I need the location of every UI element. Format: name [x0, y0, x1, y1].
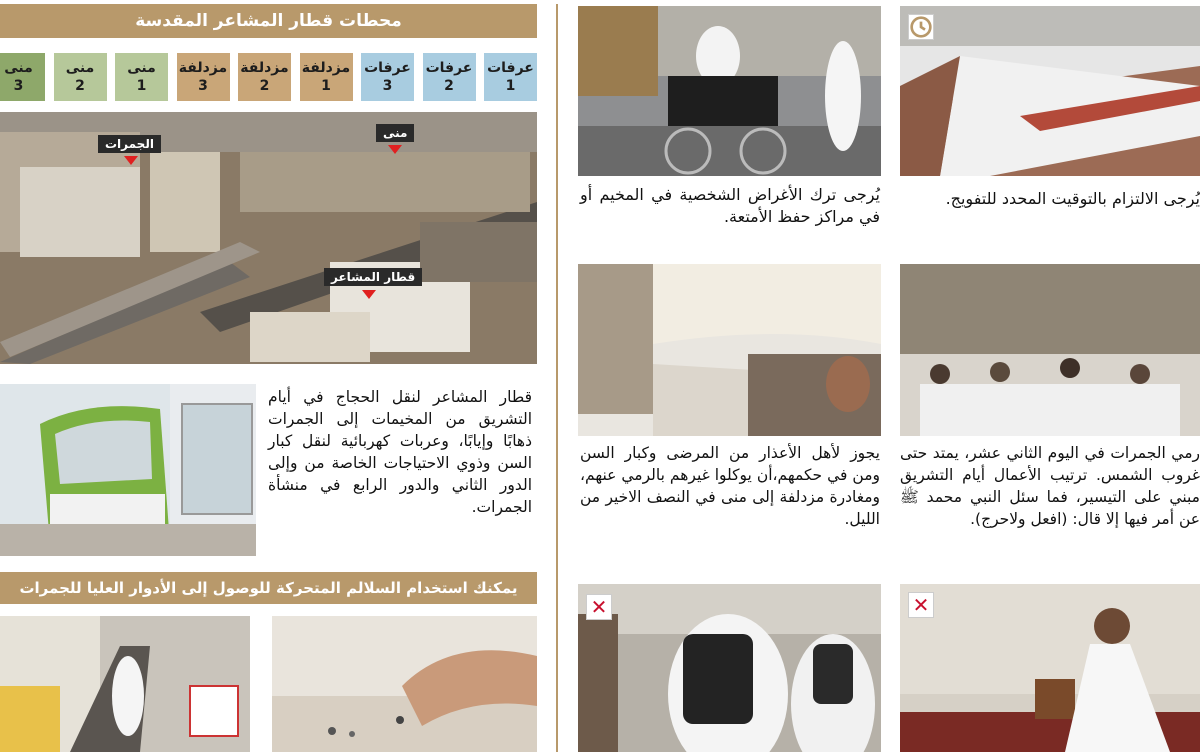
station-name: مزدلفة: [178, 60, 228, 76]
proxy-caption: يجوز لأهل الأعذار من المرضى وكبار السن ومن في حكمهم،أن يوكلوا غيرهم بالرمي عنهم، ومغادرة مزدلفة إلى منى في النصف الاخير من الليل.: [580, 444, 880, 528]
station-tile: [484, 53, 537, 101]
station-name: مزدلفة: [301, 60, 351, 76]
station-number: 2: [75, 78, 85, 94]
station-number: 3: [13, 78, 24, 94]
train-photo: [0, 384, 256, 556]
station-tile: [300, 53, 353, 101]
station-name: مزدلفة: [240, 60, 289, 76]
wall-crowd-photo: [900, 264, 1200, 436]
station-tile: [361, 53, 414, 101]
clock-icon: [908, 14, 934, 40]
column-divider: [556, 4, 558, 752]
escalator-header-text: يمكنك استخدام السلالم المتحركة للوصول إلى الأدوار العليا للجمرات: [19, 579, 518, 597]
station-tile: [0, 53, 45, 101]
station-tile: [54, 53, 107, 101]
station-name: منى: [127, 60, 156, 76]
station-number: 2: [444, 78, 454, 94]
escalator-header: [0, 572, 537, 604]
pebbles-photo: [272, 616, 537, 752]
station-tile: [423, 53, 476, 101]
mina-label: منى: [376, 124, 414, 142]
stations-header: [0, 4, 537, 38]
station-name: منى: [65, 60, 95, 76]
mina-pointer-icon: [388, 145, 402, 154]
station-number: 1: [321, 78, 331, 94]
luggage-caption: يُرجى ترك الأغراض الشخصية في المخيم أو في مراكز حفظ الأمتعة.: [580, 185, 880, 226]
station-name: عرفات: [487, 60, 534, 76]
station-number: 2: [259, 78, 270, 94]
train-label: قطار المشاعر: [324, 268, 422, 286]
crowd-tents-photo: [900, 6, 1200, 176]
x-mark-icon: ✕: [908, 592, 934, 618]
station-tile: [115, 53, 168, 101]
stations-header-text: محطات قطار المشاعر المقدسة: [135, 11, 402, 31]
wheelchair-photo: [578, 6, 881, 176]
jamarat-pillar-photo: [578, 264, 881, 436]
station-number: 3: [198, 78, 208, 94]
jamarat-label: الجمرات: [98, 135, 161, 153]
station-tile: [238, 53, 291, 101]
station-tile: [177, 53, 230, 101]
train-description: قطار المشاعر لنقل الحجاج في أيام التشريق من المخيمات إلى الجمرات ذهابًا وإيابًا، وعربات كهربائية لنقل كبار السن وذوي الاحتياجات الخاصة من وإلى الدور الثاني والدور الرابع في منشأة الجمرات.: [268, 388, 532, 516]
station-number: 1: [136, 78, 147, 94]
station-name: عرفات: [425, 60, 473, 76]
schedule-caption: يُرجى الالتزام بالتوقيت المحدد للتفويج.: [945, 189, 1200, 208]
seated-man-photo: [900, 584, 1200, 752]
x-mark-icon: ✕: [586, 594, 612, 620]
stoning-caption: رمي الجمرات في اليوم الثاني عشر، يمتد حتى غروب الشمس. ترتيب الأعمال أيام التشريق مبني على التيسير، فما سئل النبي محمد ﷺ عن أمر فيها إلا قال: (افعل ولاحرج).: [900, 444, 1200, 528]
backpack-photo: [578, 584, 881, 752]
station-number: 3: [382, 78, 393, 94]
jamarat-pointer-icon: [124, 156, 138, 165]
station-number: 1: [505, 78, 516, 94]
aerial-map-photo: [0, 112, 537, 364]
station-name: منى: [4, 60, 33, 76]
station-name: عرفات: [364, 60, 411, 76]
train-pointer-icon: [362, 290, 376, 299]
escalator-photo: [0, 616, 250, 752]
